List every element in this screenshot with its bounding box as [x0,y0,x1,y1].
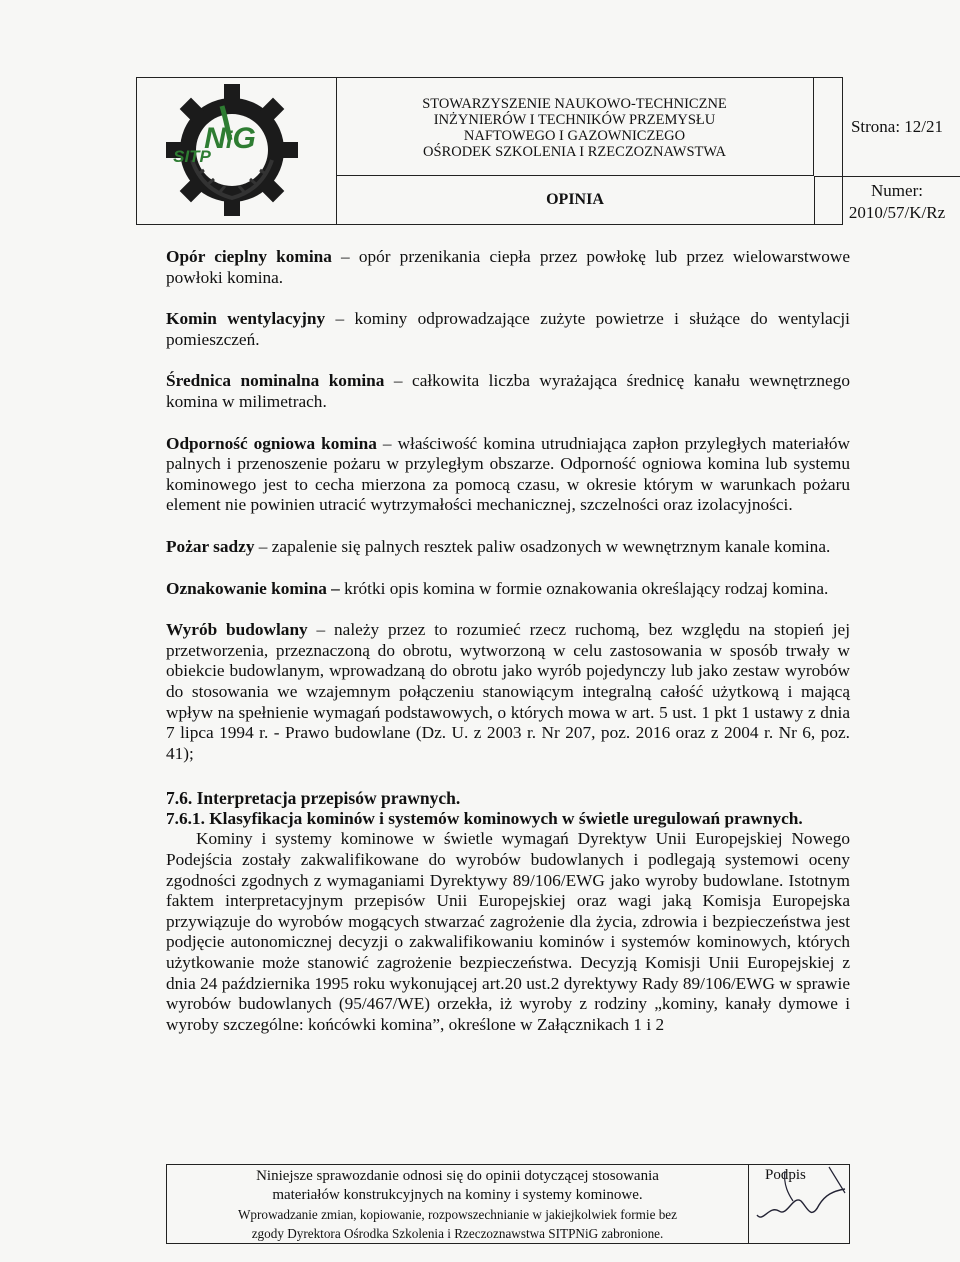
org-line: OŚRODEK SZKOLENIA I RZECZOZNAWSTWA [423,144,726,160]
definition-item [166,579,850,600]
document-header [136,77,946,225]
signature-cell [749,1165,849,1243]
logo-cell [137,78,337,224]
definition-term: Komin wentylacyjny [166,309,326,329]
organization-name [336,78,814,176]
definition-term: Średnica nominalna komina [166,371,385,391]
document-number [814,176,960,224]
definition-item [166,309,850,350]
definition-item [166,620,850,764]
number-value: 2010/57/K/Rz [848,203,946,222]
section-heading: 7.6. Interpretacja przepisów prawnych. [166,788,461,809]
footer-note [167,1165,749,1243]
definition-item [166,537,850,558]
sitpnig-logo-icon [137,78,336,224]
footer-line: materiałów konstrukcyjnych na kominy i systemy kominowe. [272,1187,643,1203]
definition-term: Odporność ogniowa komina [166,433,377,453]
footer-line: Wprowadzanie zmian, kopiowanie, rozpowszechnianie w jakiejkolwiek formie bez [237,1207,678,1222]
definition-text: – opór przenikania ciepła przez powłokę lub przez wielowarstwowe powłoki komina. [166,247,851,287]
subsection-heading: 7.6.1. Klasyfikacja kominów i systemów kominowych w świetle uregulowań prawnych. [166,808,803,828]
definition-term: Pożar sadzy [166,536,255,556]
document-body [166,247,850,1035]
definition-text: – kominy odprowadzające zużyte powietrze i służące do wentylacji pomieszczeń. [166,309,850,349]
definition-term: Opór cieplny komina [166,247,332,266]
body-paragraph: Kominy i systemy kominowe w świetle wymagań Dyrektyw Unii Europejskiej Nowego Podejścia zostały zakwalifikowane do wyrobów budowlanych i podlegają systemowi oceny zgodności zgodnych z wymaganiami Dyrektywy 89/106/EWG jako wyroby budowlane. Istotnym faktem interpretacyjnym przepisów Unii Europejskiej oraz wagi jaką Komisja Europejska przywiązuje do wyrobów mogących stwarzać zagrożenie dla życia, zdrowia i bezpieczeństwa jest podjęcie autonomicznej decyzji o zakwalifikowaniu kominów i systemów kominowych, których użytkowanie może stanowić zagrożenie bezpieczeństwa. Decyzją Komisji Unii Europejskiej z dnia 24 października 1995 roku wykonującej art.20 ust.2 dyrektywy Rady 89/106/EWG w sprawie wyrobów budowlanych (95/467/WE) orzekła, iż wyroby z rodziny „kominy, kanały dymowe i wyroby szczególne: końcówki komina”, określone w Załącznikach 1 i 2 [166,829,850,1034]
footer-line: Niniejsze sprawozdanie odnosi się do opinii dotyczącej stosowania [256,1168,659,1184]
org-line: INŻYNIERÓW I TECHNIKÓW PRZEMYSŁU [433,112,716,128]
page-number: Strona: 12/21 [814,78,960,177]
number-label: Numer: [871,181,923,200]
svg-text:SITP: SITP [173,147,211,166]
org-line: STOWARZYSZENIE NAUKOWO-TECHNICZNE [422,96,727,112]
definition-text: – całkowita liczba wyrażająca średnicę kanału wewnętrznego komina w milimetrach. [166,371,850,411]
definition-item [166,434,850,516]
document-title: OPINIA [336,176,815,224]
definition-text: – właściwość komina utrudniająca zapłon przyległych materiałów palnych i przenoszenie pożaru w przyległym obszarze. Odporność ogniowa komina lub systemu kominowego jest to cecha mierzona za pomocą czasu, w okresie którym w warunkach pożaru element nie powinien utracić wytrzymałości mechanicznej, szczelności oraz izolacyjności. [166,433,851,515]
definition-item [166,247,850,288]
signature-label: Podpis [765,1167,806,1183]
definition-text: – należy przez to rozumieć rzecz ruchomą, bez względu na stopień jej przetworzenia, przeznaczoną do obrotu, wytworzoną w celu zastosowania w sposób trwały w obiekcie budowlanym, wprowadzaną do obrotu jako wyrób pojedynczy lub jako zestaw wyrobów do stosowania we wzajemnym połączeniu stanowiącym integralną całość użytkową i mającą wpływ na spełnienie wymagań podstawowych, o których mowa w art. 5 ust. 1 pkt 1 ustawy z dnia 7 lipca 1994 r. - Prawo budowlane (Dz. U. z 2003 r. Nr 207, poz. 2016 oraz z 2004 r. Nr 6, poz. 41); [166,620,850,763]
definition-term: Oznakowanie komina – [166,578,340,598]
document-footer [166,1164,850,1244]
footer-line: zgody Dyrektora Ośrodka Szkolenia i Rzeczoznawstwa SITPNiG zabronione. [251,1226,664,1241]
definition-term: Wyrób budowlany [166,620,308,640]
signature-icon [749,1165,849,1243]
org-line: NAFTOWEGO I GAZOWNICZEGO [463,128,686,144]
definition-text: – zapalenie się palnych resztek paliw osadzonych w wewnętrznym kanale komina. [254,536,831,556]
definition-item [166,371,850,412]
definition-text: krótki opis komina w formie oznakowania określający rodzaj komina. [339,578,829,598]
svg-text:NiG: NiG [204,122,256,155]
